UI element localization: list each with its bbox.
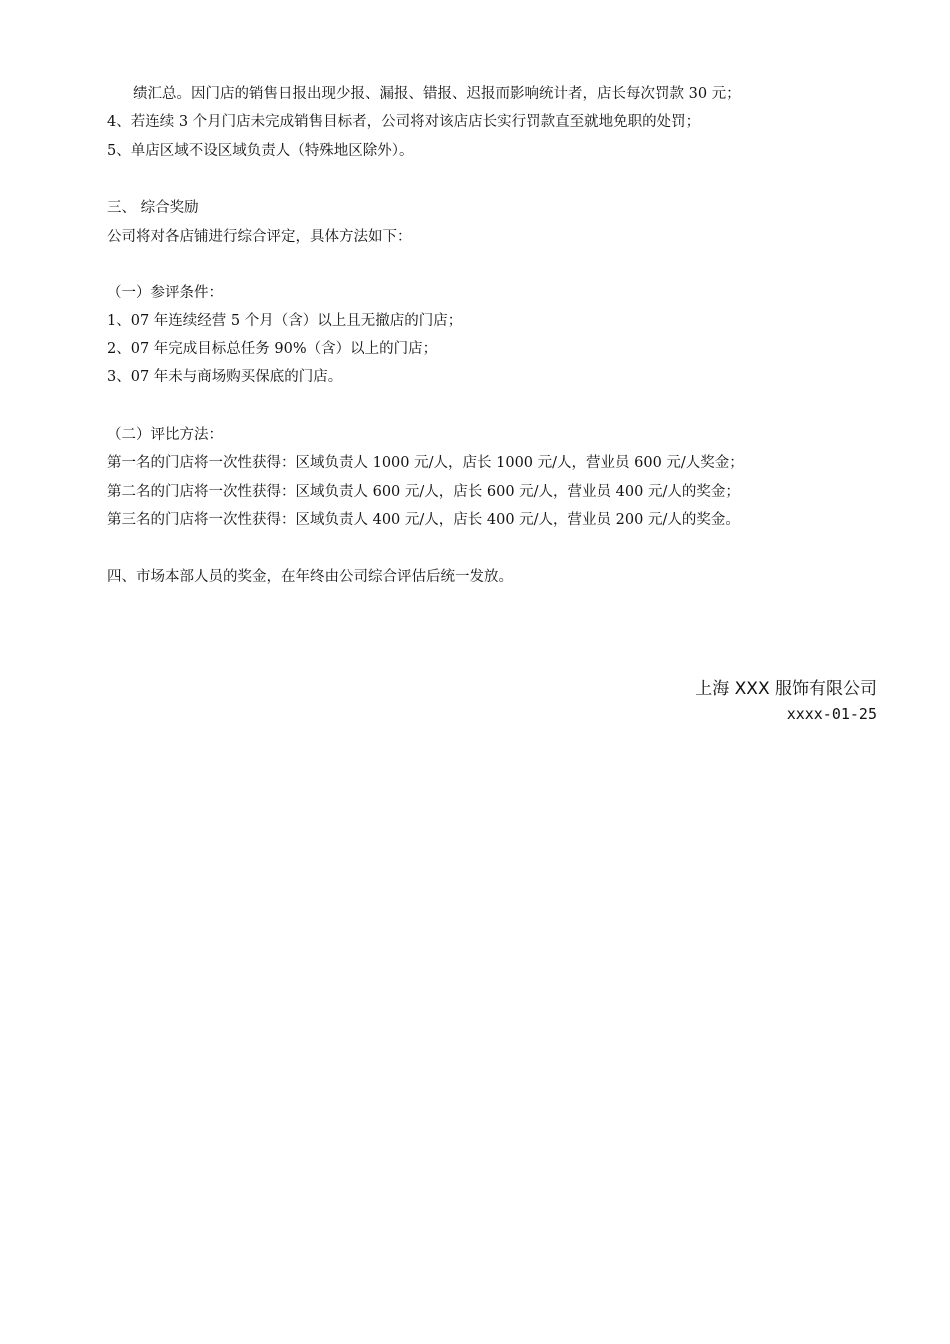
section-heading-3: 三、 综合奖励 — [107, 200, 199, 216]
section-intro: 公司将对各店铺进行综合评定，具体方法如下： — [107, 229, 412, 245]
award-first-place: 第一名的门店将一次性获得：区域负责人 1000 元/人，店长 1000 元/人，营业员 600 元/人奖金； — [107, 455, 744, 471]
signature-company: 上海 XXX 服饰有限公司 — [695, 679, 877, 699]
criteria-item-3: 3、07 年未与商场购买保底的门店。 — [107, 369, 343, 385]
section-heading-4: 四、市场本部人员的奖金，在年终由公司综合评估后统一发放。 — [107, 569, 513, 585]
rule-item-4: 4、若连续 3 个月门店未完成销售目标者，公司将对该店店长实行罚款直至就地免职的处罚； — [107, 114, 701, 130]
criteria-item-2: 2、07 年完成目标总任务 90%（含）以上的门店； — [107, 341, 438, 357]
paragraph-line-continuation: 绩汇总。因门店的销售日报出现少报、漏报、错报、迟报而影响统计者，店长每次罚款 30 元； — [133, 86, 741, 102]
criteria-item-1: 1、07 年连续经营 5 个月（含）以上且无撤店的门店； — [107, 313, 463, 329]
rule-item-5: 5、单店区域不设区域负责人（特殊地区除外）。 — [107, 143, 414, 159]
subsection-heading-criteria: （一）参评条件： — [107, 285, 223, 301]
signature-date: xxxx-01-25 — [786, 705, 877, 723]
award-second-place: 第二名的门店将一次性获得：区域负责人 600 元/人，店长 600 元/人，营业员 400 元/人的奖金； — [107, 484, 740, 500]
subsection-heading-method: （二）评比方法： — [107, 427, 223, 443]
award-third-place: 第三名的门店将一次性获得：区域负责人 400 元/人，店长 400 元/人，营业员 200 元/人的奖金。 — [107, 512, 740, 528]
